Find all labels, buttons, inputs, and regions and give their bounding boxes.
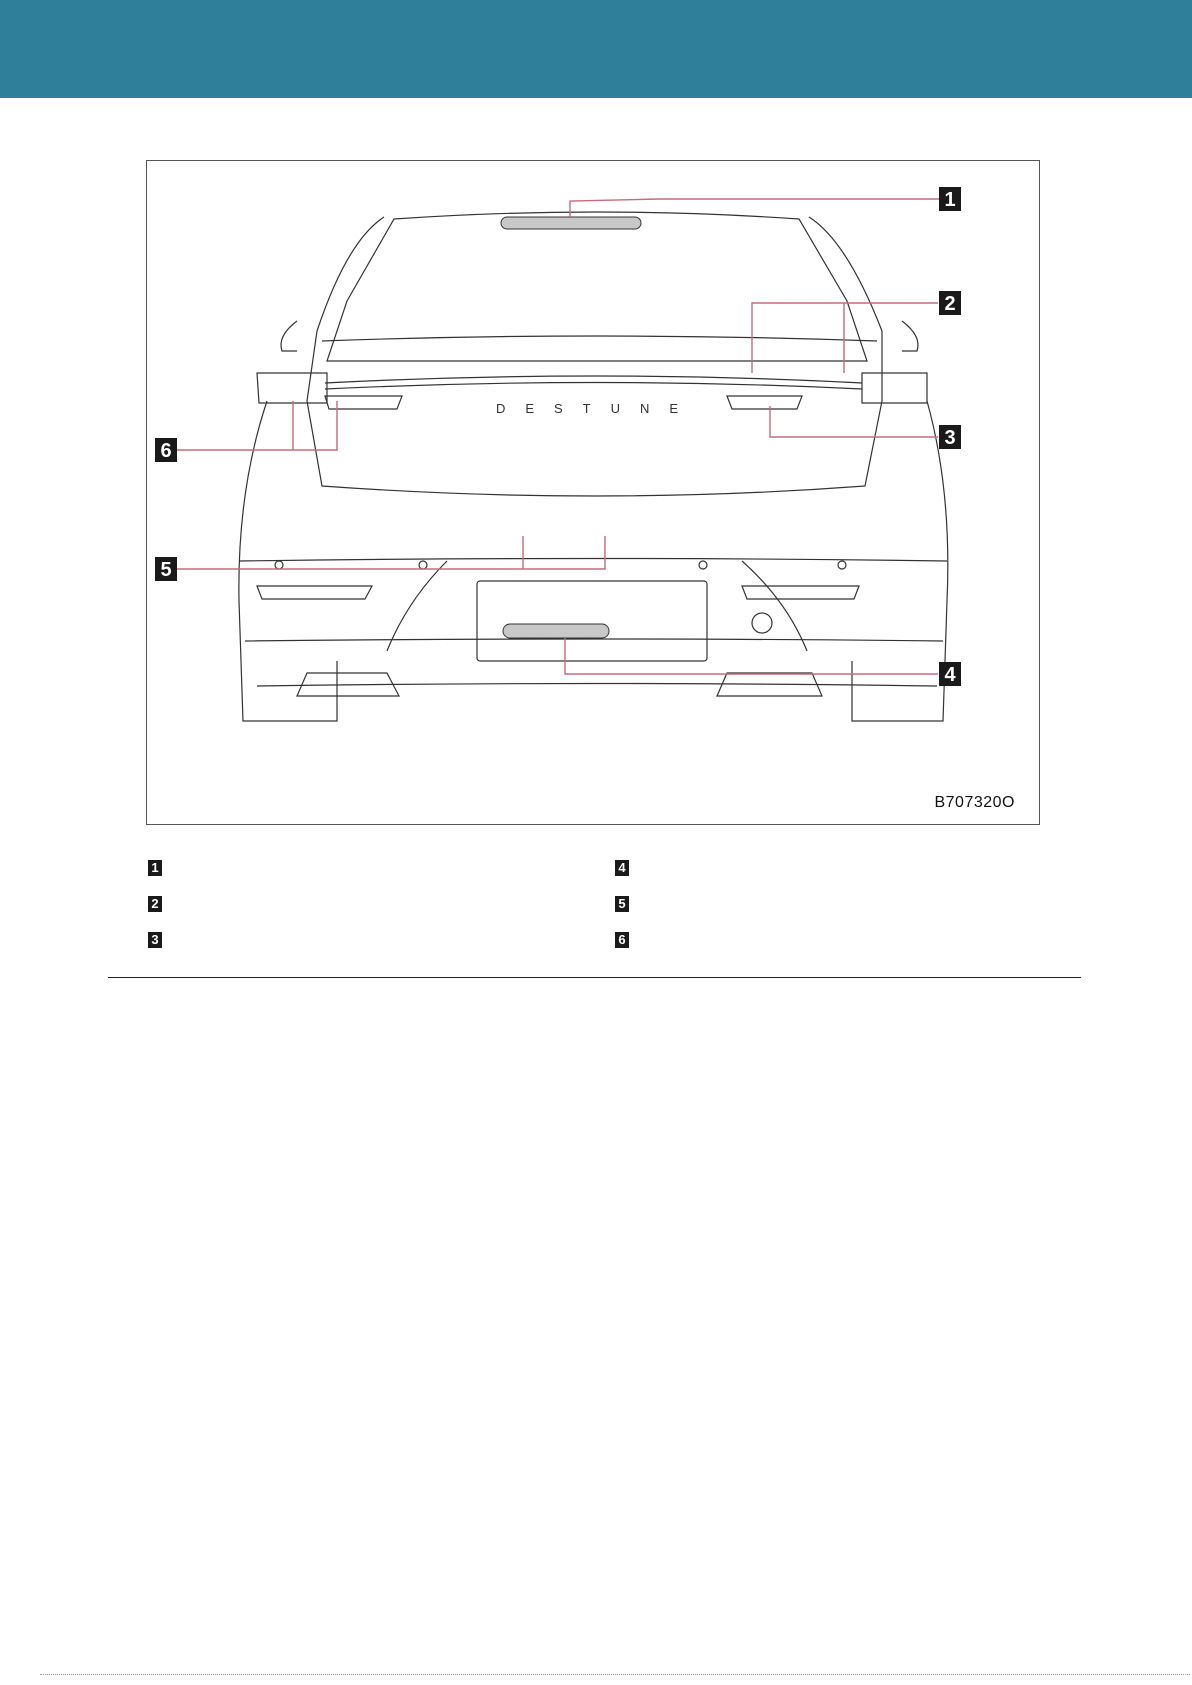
legend-item-4 <box>615 858 639 878</box>
legend <box>148 858 1048 954</box>
legend-number-6: 6 <box>615 932 629 948</box>
callout-marker-1 <box>939 187 961 211</box>
svg-text:3: 3 <box>944 427 956 449</box>
svg-text:1: 1 <box>944 189 956 211</box>
header-band <box>0 0 1192 98</box>
legend-number-2: 2 <box>148 896 162 912</box>
rear-fog-lamp <box>503 624 609 638</box>
legend-number-4: 4 <box>615 860 629 876</box>
legend-item-1 <box>148 858 172 878</box>
callout-marker-4 <box>939 662 961 686</box>
callout-marker-3 <box>939 425 961 449</box>
svg-text:6: 6 <box>160 440 172 462</box>
svg-text:4: 4 <box>944 664 956 686</box>
section-divider <box>108 977 1081 978</box>
callout-marker-6 <box>155 438 177 462</box>
svg-text:2: 2 <box>944 293 956 315</box>
rear-view-figure <box>146 160 1040 825</box>
svg-text:5: 5 <box>160 559 172 581</box>
legend-item-3 <box>148 930 172 950</box>
legend-number-3: 3 <box>148 932 162 948</box>
page-bottom-rule <box>40 1674 1190 1675</box>
legend-number-1: 1 <box>148 860 162 876</box>
trunk-badge: DESTUNE <box>495 401 699 416</box>
legend-item-2 <box>148 894 172 914</box>
high-mount-stop-lamp <box>501 217 641 229</box>
car-rear-illustration <box>147 161 1041 826</box>
callout-marker-5 <box>155 557 177 581</box>
legend-item-5 <box>615 894 639 914</box>
figure-code: B707320O <box>934 794 1015 811</box>
legend-number-5: 5 <box>615 896 629 912</box>
callout-marker-2 <box>939 291 961 315</box>
callout-lines <box>177 199 939 674</box>
legend-item-6 <box>615 930 639 950</box>
